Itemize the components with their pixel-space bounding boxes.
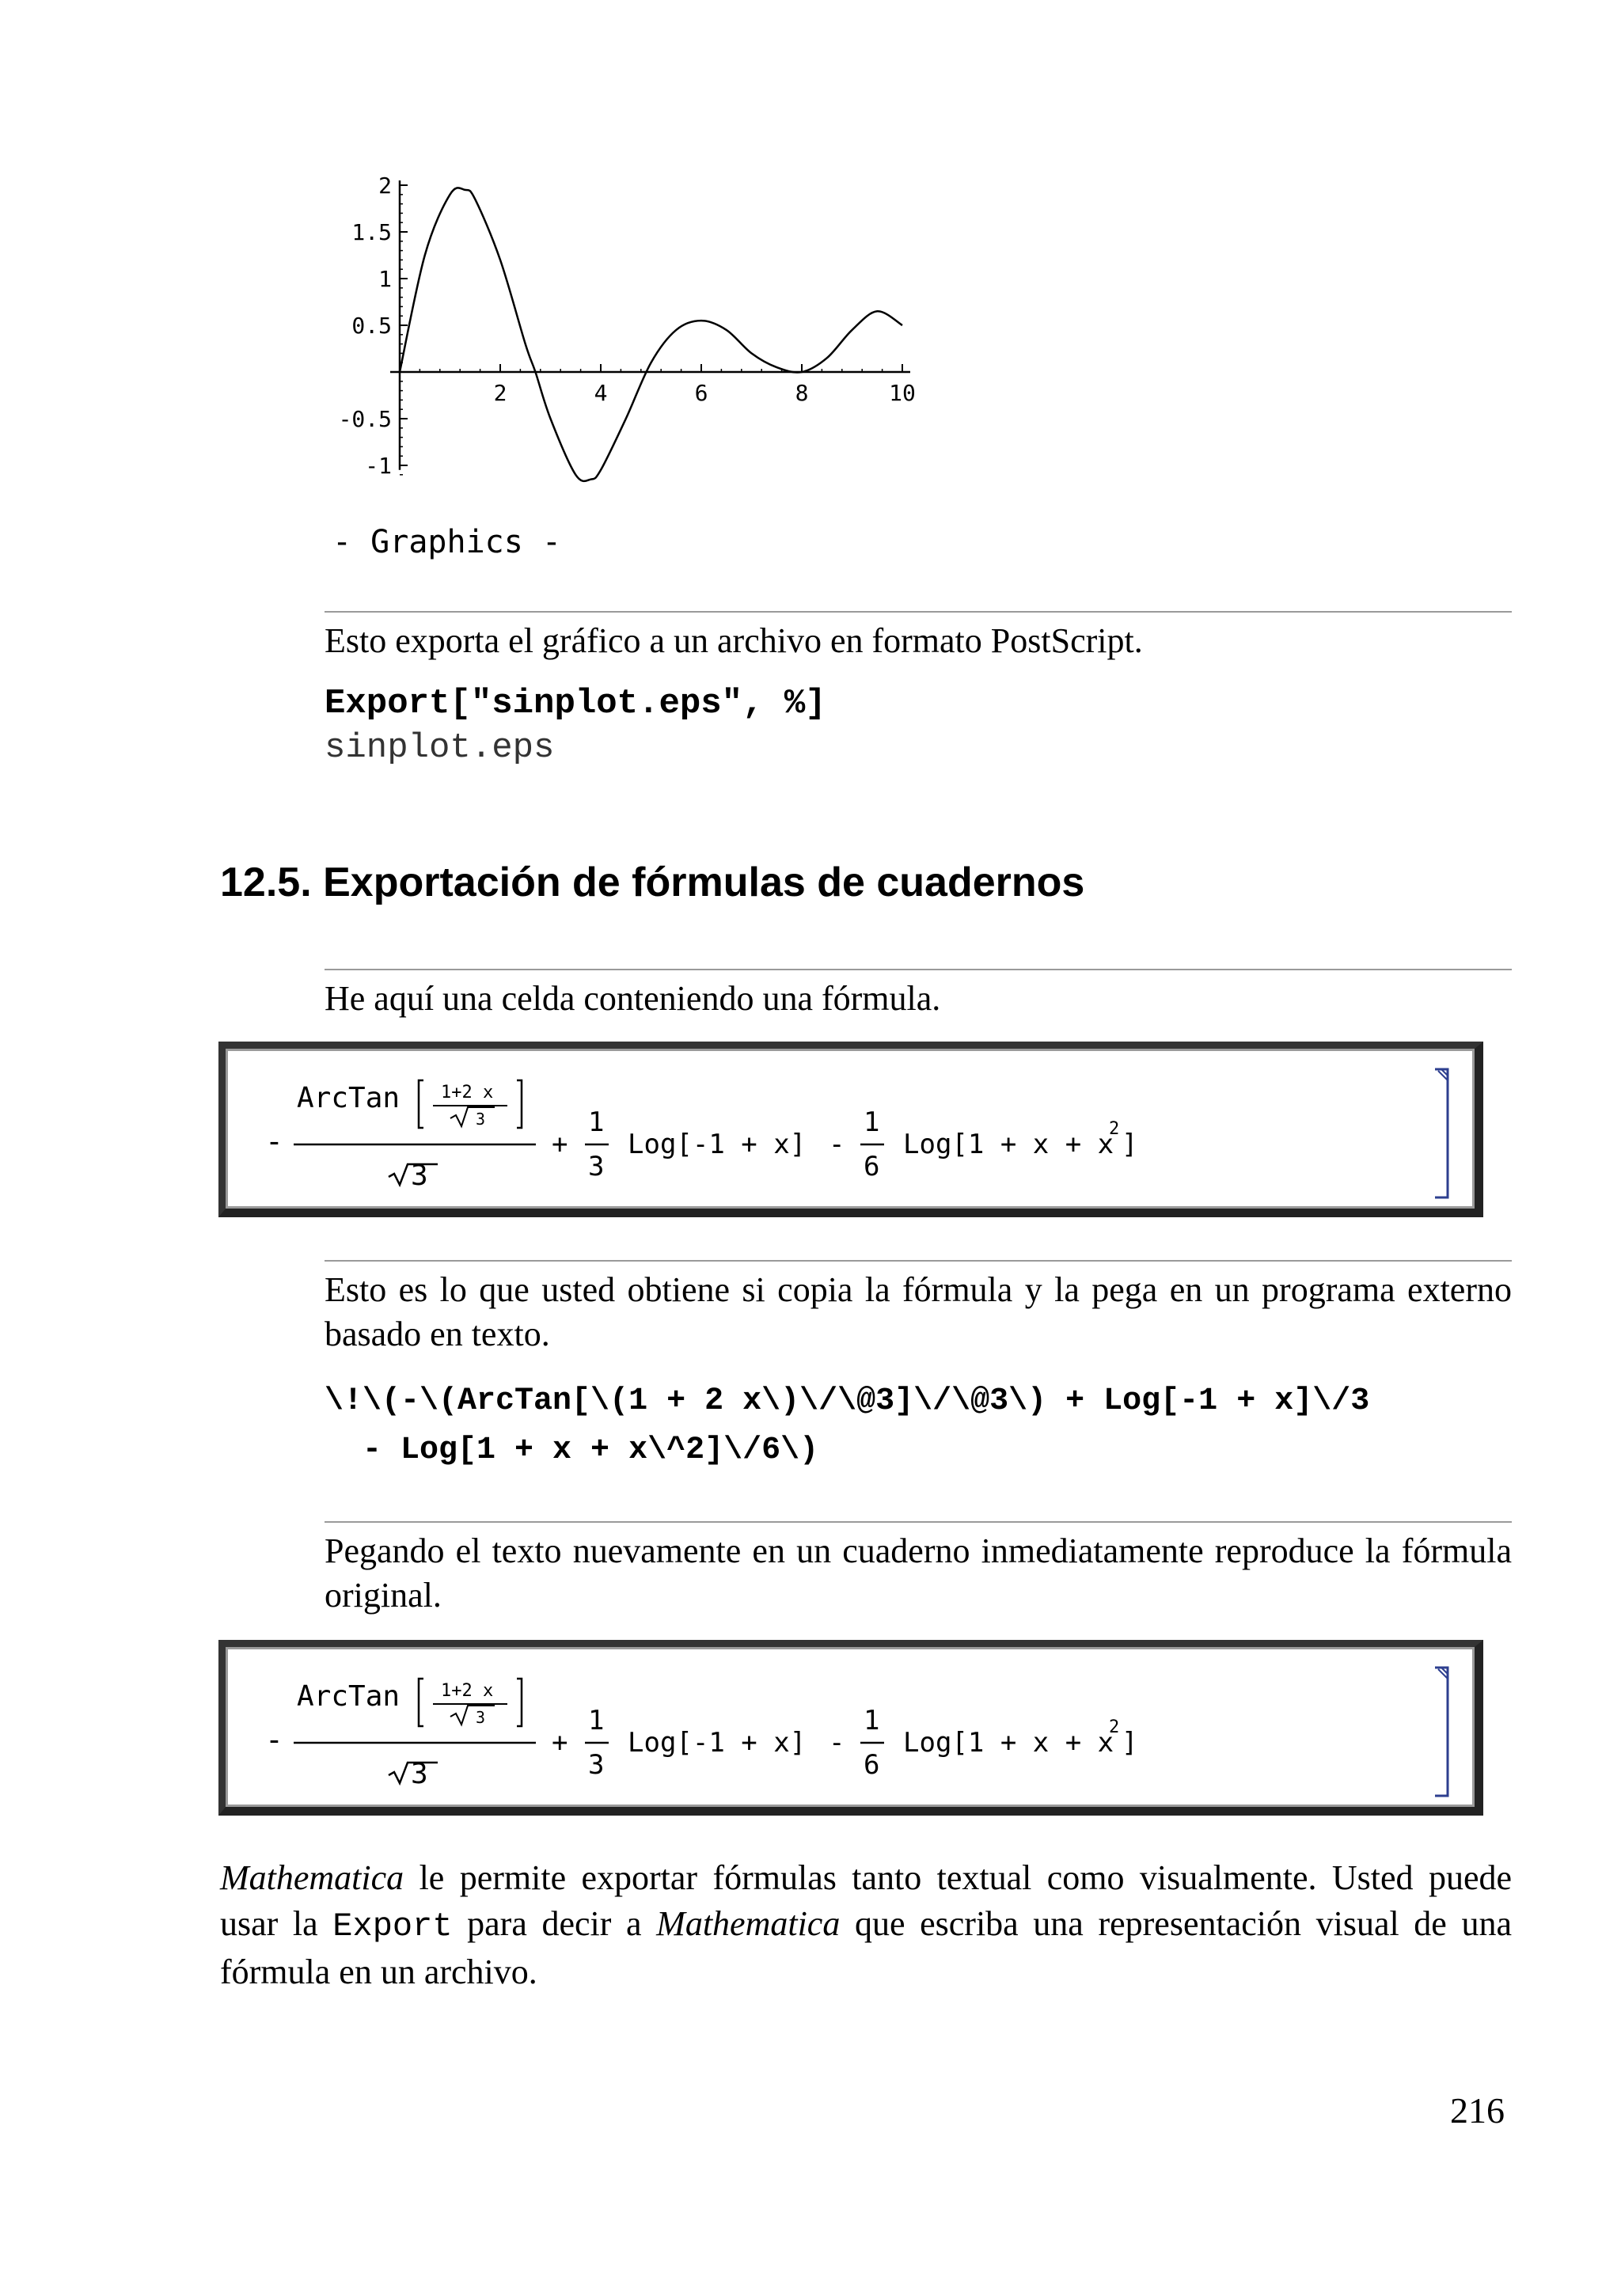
x-tick-label: 8 [795, 380, 809, 406]
log-term-2: Log[1 + x + x [903, 1727, 1114, 1759]
frac-three-den: 3 [588, 1749, 605, 1781]
frac-three-den: 3 [588, 1151, 605, 1182]
export-inline-code: Export [332, 1907, 453, 1945]
sine-plot [301, 158, 934, 570]
y-tick-label: 1 [378, 266, 392, 292]
sqrt-three: 3 [411, 1758, 428, 1790]
formula-display [226, 1049, 1475, 1209]
page-number: 216 [1450, 2090, 1505, 2131]
formula-cell-description: He aquí una celda conteniendo una fórmula. [325, 979, 941, 1018]
frac-six-den: 6 [864, 1749, 880, 1781]
y-tick-label: 1.5 [351, 219, 392, 245]
y-tick-label: 2 [378, 173, 392, 199]
leading-minus: - [265, 1722, 283, 1757]
frac-six-den: 6 [864, 1151, 880, 1182]
closing-paragraph: Mathematica le permite exportar fórmulas tanto textual como visualmente. Usted puede usar la Export para decir a Mathematica que escriba una representación visual de una fórmula en un archivo. [220, 1858, 1512, 1991]
frac-one-num-2: 1 [864, 1106, 880, 1138]
log-term-1: Log[-1 + x] [628, 1727, 807, 1759]
y-tick-label: -0.5 [338, 406, 392, 432]
export-input-code: Export["sinplot.eps", %] [325, 684, 826, 723]
x-tick-label: 6 [694, 380, 708, 406]
minus-sign: - [829, 1727, 845, 1759]
leading-minus: - [265, 1124, 283, 1159]
log-term-1: Log[-1 + x] [628, 1129, 807, 1160]
close-bracket: ] [1122, 1129, 1138, 1160]
cell-divider [325, 1521, 1512, 1523]
raw-text-line-2: - Log[1 + x + x\^2]\/6\) [325, 1433, 819, 1468]
paste-description: Pegando el texto nuevamente en un cuaderno inmediatamente reproduce la fórmula original. [325, 1531, 1512, 1615]
cell-bracket[interactable] [1435, 1668, 1448, 1796]
exponent-two: 2 [1109, 1119, 1120, 1139]
arctan-label: ArcTan [297, 1680, 401, 1713]
cell-bracket[interactable] [1435, 1069, 1448, 1197]
cell-divider [325, 1260, 1512, 1262]
mathematica-term: Mathematica [656, 1904, 841, 1943]
formula-cell-pasted[interactable] [218, 1640, 1483, 1816]
cell-divider [325, 969, 1512, 970]
x-tick-label: 10 [889, 380, 916, 406]
exponent-two: 2 [1109, 1717, 1120, 1737]
frac-one-num: 1 [588, 1705, 605, 1736]
plus-sign: + [552, 1129, 568, 1160]
plus-sign: + [552, 1727, 568, 1759]
copy-description: Esto es lo que usted obtiene si copia la fórmula y la pega en un programa externo basado en texto. [325, 1270, 1512, 1353]
formula-cell[interactable] [218, 1042, 1483, 1217]
inner-sqrt-three: 3 [476, 1708, 486, 1727]
frac-one-num: 1 [588, 1106, 605, 1138]
y-tick-label: 0.5 [351, 313, 392, 339]
minus-sign: - [829, 1129, 845, 1160]
inner-numerator: 1+2 x [441, 1681, 494, 1701]
formula-display-pasted [226, 1647, 1475, 1807]
x-tick-label: 2 [493, 380, 507, 406]
export-output-code: sinplot.eps [325, 728, 555, 768]
close-bracket: ] [1122, 1727, 1138, 1759]
inner-numerator: 1+2 x [441, 1083, 494, 1102]
plot-curve [400, 188, 902, 481]
section-heading: 12.5. Exportación de fórmulas de cuadernos [220, 860, 1085, 905]
mathematica-term: Mathematica [220, 1858, 404, 1897]
export-description: Esto exporta el gráfico a un archivo en formato PostScript. [325, 621, 1143, 660]
sqrt-three: 3 [411, 1159, 428, 1192]
raw-text-line-1: \!\(-\(ArcTan[\(1 + 2 x\)\/\@3]\/\@3\) + Log[-1 + x]\/3 [325, 1383, 1370, 1419]
arctan-label: ArcTan [297, 1082, 401, 1114]
y-tick-label: -1 [365, 453, 392, 479]
frac-one-num-2: 1 [864, 1705, 880, 1736]
x-tick-label: 4 [594, 380, 608, 406]
log-term-2: Log[1 + x + x [903, 1129, 1114, 1160]
cell-divider [325, 611, 1512, 613]
inner-sqrt-three: 3 [476, 1110, 486, 1129]
graphics-output-label: - Graphics - [332, 524, 561, 560]
